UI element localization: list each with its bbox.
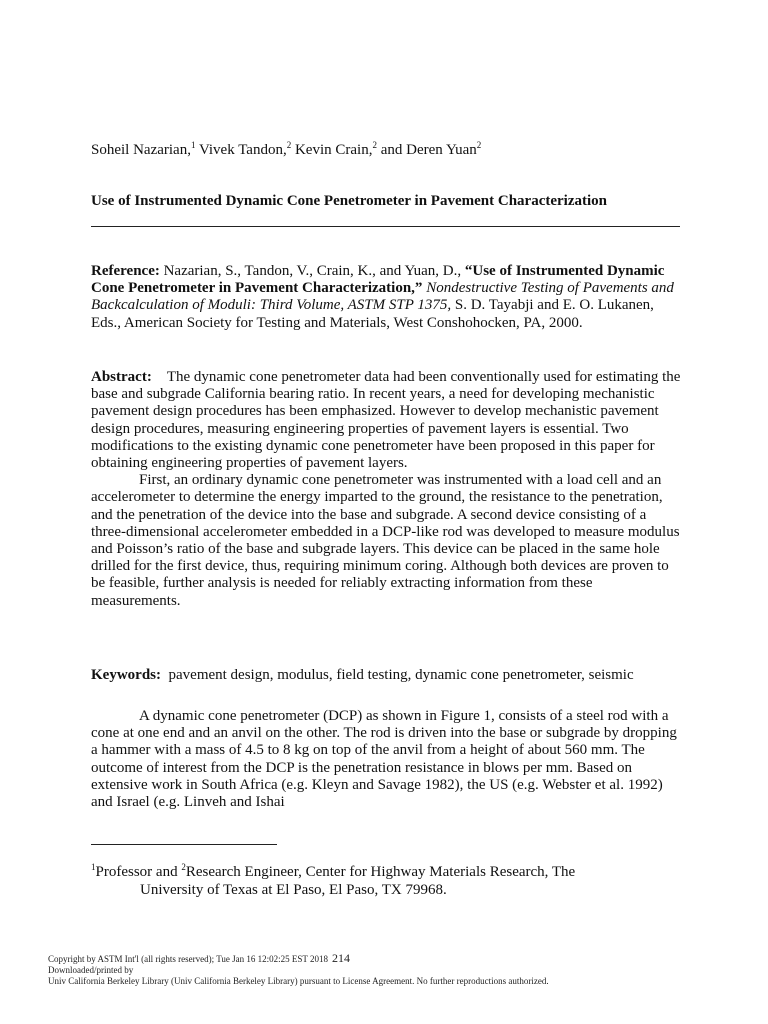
footnote (91, 858, 691, 899)
reference-rest: S. D. Tayabji and E. O. Lukanen, Eds., American Society for Testing and Materials, West Conshohocken, PA, 2000. (91, 297, 654, 331)
reference-paper-title: “Use of Instrumented Dynamic Cone Penetrometer in Pavement Characterization,” (91, 263, 665, 297)
abstract-block (91, 369, 683, 610)
author-list (91, 140, 481, 159)
footnote-text: Professor and (95, 864, 182, 880)
abstract-paragraph-2: First, an ordinary dynamic cone penetrometer was instrumented with a load cell and an accelerometer to determine the energy imparted to the ground, the resistance to the penetration, and the penetration of the device into the base and subgrade. A second device consisting of a three-dimensional accelerometer embedded in a DCP-like rod was developed to measure modulus and Poisson’s ratio of the base and subgrade layers. This device can be placed in the same hole drilled for the first device, thus, requiring minimum coring. Although both devices are proven to be feasible, further analysis is needed for reliably extracting information from these measurements. (91, 472, 680, 609)
affiliation-marker: 2 (476, 140, 482, 150)
title-rule (91, 226, 680, 227)
abstract-paragraph-1: The dynamic cone penetrometer data had been conventionally used for estimating the base and subgrade California bearing ratio. In recent years, a need for developing mechanistic pavement design procedures has been emphasized. However to develop mechanistic pavement design procedures, measuring engineering properties of pavement layers is essential. Two modifications to the existing dynamic cone penetrometer have been proposed in this paper for obtaining engineering properties of pavement layers. (91, 369, 681, 472)
abstract-label: Abstract: (91, 369, 152, 385)
author-name: Soheil Nazarian, (91, 142, 191, 158)
body-paragraph: A dynamic cone penetrometer (DCP) as shown in Figure 1, consists of a steel rod with a cone at one end and an anvil on the other. The rod is driven into the base or subgrade by dropping a hammer with a mass of 4.5 to 8 kg on top of the anvil from a height of about 560 mm. The outcome of interest from the DCP is the penetration resistance in blows per mm. Based on extensive work in South Africa (e.g. Kleyn and Savage 1982), the US (e.g. Webster et al. 1992) and Israel (e.g. Linveh and Ishai (91, 708, 677, 811)
copyright-line: Univ California Berkeley Library (Univ California Berkeley Library) pursuant to License Agreement. No further reproductions authorized. (48, 976, 549, 986)
footnote-marker: 2 (181, 862, 186, 872)
reference-block (91, 263, 683, 332)
copyright-notice (48, 953, 688, 987)
keywords-block (91, 667, 683, 684)
affiliation-marker: 2 (372, 140, 377, 150)
paper-title: Use of Instrumented Dynamic Cone Penetrometer in Pavement Characterization (91, 193, 607, 209)
author-name: and Deren Yuan (380, 142, 477, 158)
keywords-text: pavement design, modulus, field testing, dynamic cone penetrometer, seismic (168, 667, 634, 683)
reference-book-title: Nondestructive Testing of Pavements and Backcalculation of Moduli: Third Volume, ASTM STP 1375, (91, 280, 674, 314)
footnote-line-2: University of Texas at El Paso, El Paso, TX 79968. (140, 882, 447, 898)
footnote-marker: 1 (91, 862, 96, 872)
author-name: Vivek Tandon, (198, 142, 287, 158)
affiliation-marker: 1 (190, 140, 196, 150)
reference-label: Reference: (91, 263, 160, 279)
copyright-line: Downloaded/printed by (48, 965, 134, 975)
footnote-text: Research Engineer, Center for Highway Materials Research, The (185, 864, 576, 880)
footnote-rule (91, 844, 277, 845)
author-name: Kevin Crain, (294, 142, 373, 158)
keywords-label: Keywords: (91, 667, 161, 683)
affiliation-marker: 2 (286, 140, 292, 150)
copyright-line: Copyright by ASTM Int'l (all rights reserved); Tue Jan 16 12:02:25 EST 2018 (48, 954, 328, 964)
reference-authors: Nazarian, S., Tandon, V., Crain, K., and Yuan, D., (163, 263, 462, 279)
page-number: 214 (331, 951, 350, 965)
